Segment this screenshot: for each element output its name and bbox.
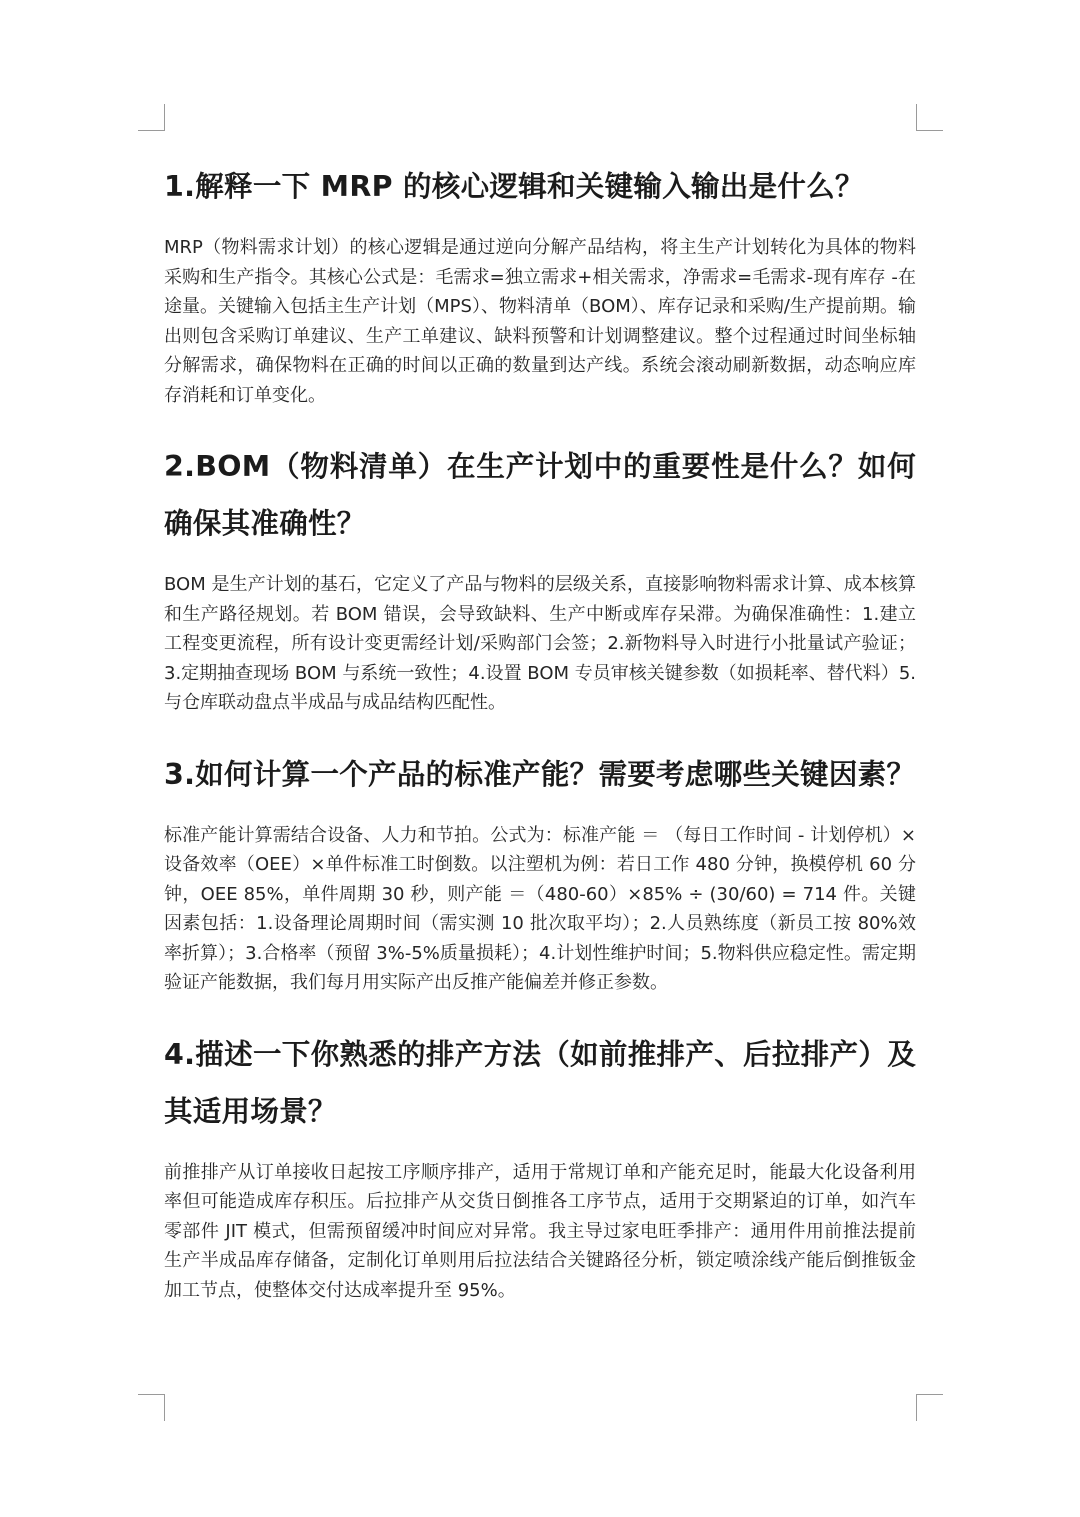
section-bom — [164, 438, 916, 718]
section-capacity — [164, 746, 916, 998]
section-heading: 2.BOM（物料清单）在生产计划中的重要性是什么？如何确保其准确性？ — [164, 450, 916, 540]
crop-mark-top-right — [916, 104, 943, 131]
section-heading: 1.解释一下 MRP 的核心逻辑和关键输入输出是什么？ — [164, 170, 864, 203]
section-heading: 4.描述一下你熟悉的排产方法（如前推排产、后拉排产）及其适用场景？ — [164, 1037, 916, 1128]
section-paragraph: BOM 是生产计划的基石，它定义了产品与物料的层级关系，直接影响物料需求计算、成本核算和生产路径规划。若 BOM 错误，会导致缺料、生产中断或库存呆滞。为确保准确性：1.建立工程变更流程，所有设计变更需经计划/采购部门会签；2.新物料导入时进行小批量试产验证；3.定期抽查现场 BOM 与系统一致性；4.设置 BOM 专员审核关键参数（如损耗率、替代料）5.与仓库联动盘点半成品与成品结构匹配性。 — [164, 574, 916, 713]
crop-mark-top-left — [138, 104, 165, 131]
section-paragraph: 前推排产从订单接收日起按工序顺序排产，适用于常规订单和产能充足时，能最大化设备利用率但可能造成库存积压。后拉排产从交货日倒推各工序节点，适用于交期紧迫的订单，如汽车零部件 JIT 模式，但需预留缓冲时间应对异常。我主导过家电旺季排产：通用件用前推法提前生产半成品库存储备，定制化订单则用后拉法结合关键路径分析，锁定喷涂线产能后倒推钣金加工节点，使整体交付达成率提升至 95%。 — [164, 1161, 916, 1301]
crop-mark-bottom-left — [138, 1394, 165, 1421]
section-paragraph: MRP（物料需求计划）的核心逻辑是通过逆向分解产品结构，将主生产计划转化为具体的物料采购和生产指令。其核心公式是：毛需求=独立需求+相关需求，净需求=毛需求-现有库存 -在途量。关键输入包括主生产计划（MPS）、物料清单（BOM）、库存记录和采购/生产提前期。输出则包含采购订单建议、生产工单建议、缺料预警和计划调整建议。整个过程通过时间坐标轴分解需求，确保物料在正确的时间以正确的数量到达产线。系统会滚动刷新数据，动态响应库存消耗和订单变化。 — [164, 237, 916, 406]
section-mrp — [164, 158, 916, 410]
section-heading: 3.如何计算一个产品的标准产能？需要考虑哪些关键因素？ — [164, 757, 916, 791]
document-body — [164, 158, 916, 1333]
section-scheduling — [164, 1026, 916, 1306]
section-paragraph: 标准产能计算需结合设备、人力和节拍。公式为：标准产能 ＝ （每日工作时间 - 计划停机）×设备效率（OEE）×单件标准工时倒数。以注塑机为例：若日工作 480 分钟，换模停机 60 分钟，OEE 85%，单件周期 30 秒，则产能 ＝（480-60）×85% ÷ (30/60) = 714 件。关键因素包括：1.设备理论周期时间（需实测 10 批次取平均）；2.人员熟练度（新员工按 80%效率折算）；3.合格率（预留 3%-5%质量损耗）；4.计划性维护时间；5.物料供应稳定性。需定期验证产能数据，我们每月用实际产出反推产能偏差并修正参数。 — [164, 824, 916, 993]
crop-mark-bottom-right — [916, 1394, 943, 1421]
